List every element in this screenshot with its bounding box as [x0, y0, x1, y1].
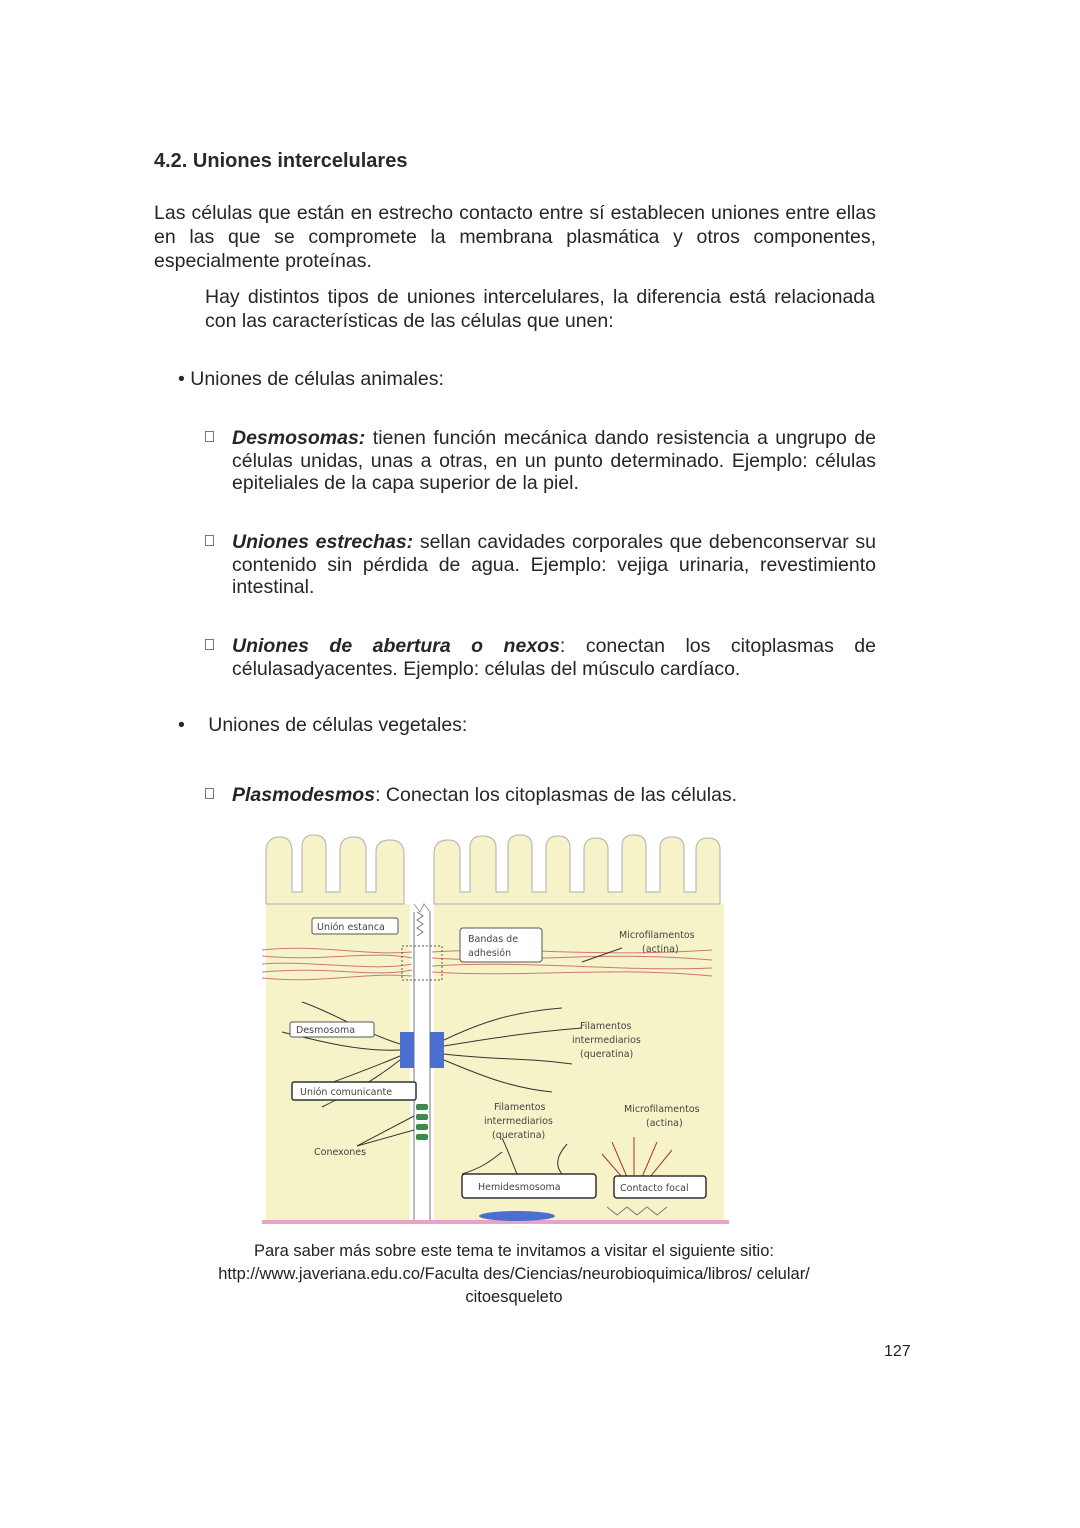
label-bandas-2: adhesión	[468, 948, 512, 959]
section-heading: 4.2. Uniones intercelulares	[154, 150, 408, 172]
label-filamentos-bottom-1: Filamentos	[494, 1102, 546, 1113]
label-filamentos-bottom-3: (queratina)	[492, 1130, 546, 1141]
label-contacto-focal: Contacto focal	[620, 1183, 689, 1194]
list-item-uniones-estrechas	[205, 531, 876, 599]
definition: : conectan los citoplasmas de célulasadyacentes. Ejemplo: células del músculo cardíaco.	[232, 635, 876, 680]
label-hemidesmosoma: Hemidesmosoma	[478, 1182, 561, 1193]
label-filamentos-right-1: Filamentos	[580, 1021, 632, 1032]
definition: tienen función mecánica dando resistencia a ungrupo de células unidas, unas a otras, en un punto determinado. Ejemplo: células epiteliales de la capa superior de la piel.	[232, 427, 876, 494]
intro-paragraph-2: Hay distintos tipos de uniones intercelulares, la diferencia está relacionada con las características de las células que unen:	[205, 286, 875, 332]
animal-junctions-title: Uniones de células animales:	[190, 368, 444, 390]
intro-paragraph: Las células que están en estrecho contacto entre sí establecen uniones entre ellas en las que se compromete la membrana plasmática y otros componentes, especialmente proteínas.	[154, 202, 876, 272]
checkbox-glyph-icon	[205, 535, 214, 546]
caption-line-1: Para saber más sobre este tema te invitamos a visitar el siguiente sitio:	[254, 1242, 774, 1260]
plant-junctions-heading	[178, 714, 467, 737]
caption-link[interactable]: http://www.javeriana.edu.co/Faculta des/Ciencias/neurobioquimica/libros/ celular/	[218, 1265, 810, 1283]
term: Desmosomas:	[232, 427, 366, 449]
label-filamentos-bottom-2: intermediarios	[484, 1116, 553, 1127]
definition: sellan cavidades corporales que debenconservar su contenido sin pérdida de agua. Ejemplo: vejiga urinaria, revestimiento intestinal.	[232, 531, 877, 598]
cytoplasm-left	[266, 904, 410, 1220]
caption-link-end[interactable]: citoesqueleto	[465, 1288, 563, 1306]
basal-lamina	[262, 1220, 729, 1224]
list-item-plasmodesmos	[205, 784, 876, 807]
checkbox-glyph-icon	[205, 639, 214, 650]
animal-junctions-heading	[178, 368, 444, 391]
desmosome-plaque-left	[400, 1032, 414, 1068]
figure-caption	[150, 1240, 878, 1309]
label-microfilamentos-top-1: Microfilamentos	[619, 930, 695, 941]
label-filamentos-right-2: intermediarios	[572, 1035, 641, 1046]
term: Uniones estrechas:	[232, 531, 414, 553]
page-number: 127	[884, 1343, 911, 1360]
label-filamentos-right-3: (queratina)	[580, 1049, 634, 1060]
bullet-marker: •	[178, 714, 185, 736]
desmosome-plaque-right	[430, 1032, 444, 1068]
label-union-estanca: Unión estanca	[317, 922, 385, 933]
label-union-comunicante: Unión comunicante	[300, 1087, 393, 1098]
label-microfilamentos-bottom-2: (actina)	[646, 1118, 683, 1129]
checkbox-glyph-icon	[205, 431, 214, 442]
label-bandas-1: Bandas de	[468, 934, 519, 945]
list-item-nexos	[205, 635, 876, 680]
plant-junctions-title: Uniones de células vegetales:	[208, 714, 468, 736]
definition: : Conectan los citoplasmas de las células.	[375, 784, 738, 806]
cell-junctions-diagram	[262, 832, 729, 1230]
label-desmosoma: Desmosoma	[296, 1025, 356, 1036]
term: Uniones de abertura o nexos	[232, 635, 560, 657]
checkbox-glyph-icon	[205, 788, 214, 799]
label-microfilamentos-bottom-1: Microfilamentos	[624, 1104, 700, 1115]
term: Plasmodesmos	[232, 784, 376, 806]
bullet-marker: •	[178, 368, 185, 390]
list-item-desmosomas	[205, 427, 876, 495]
label-microfilamentos-top-2: (actina)	[642, 944, 679, 955]
label-conexones: Conexones	[314, 1147, 367, 1158]
hemidesmosome-plaque	[479, 1211, 555, 1221]
